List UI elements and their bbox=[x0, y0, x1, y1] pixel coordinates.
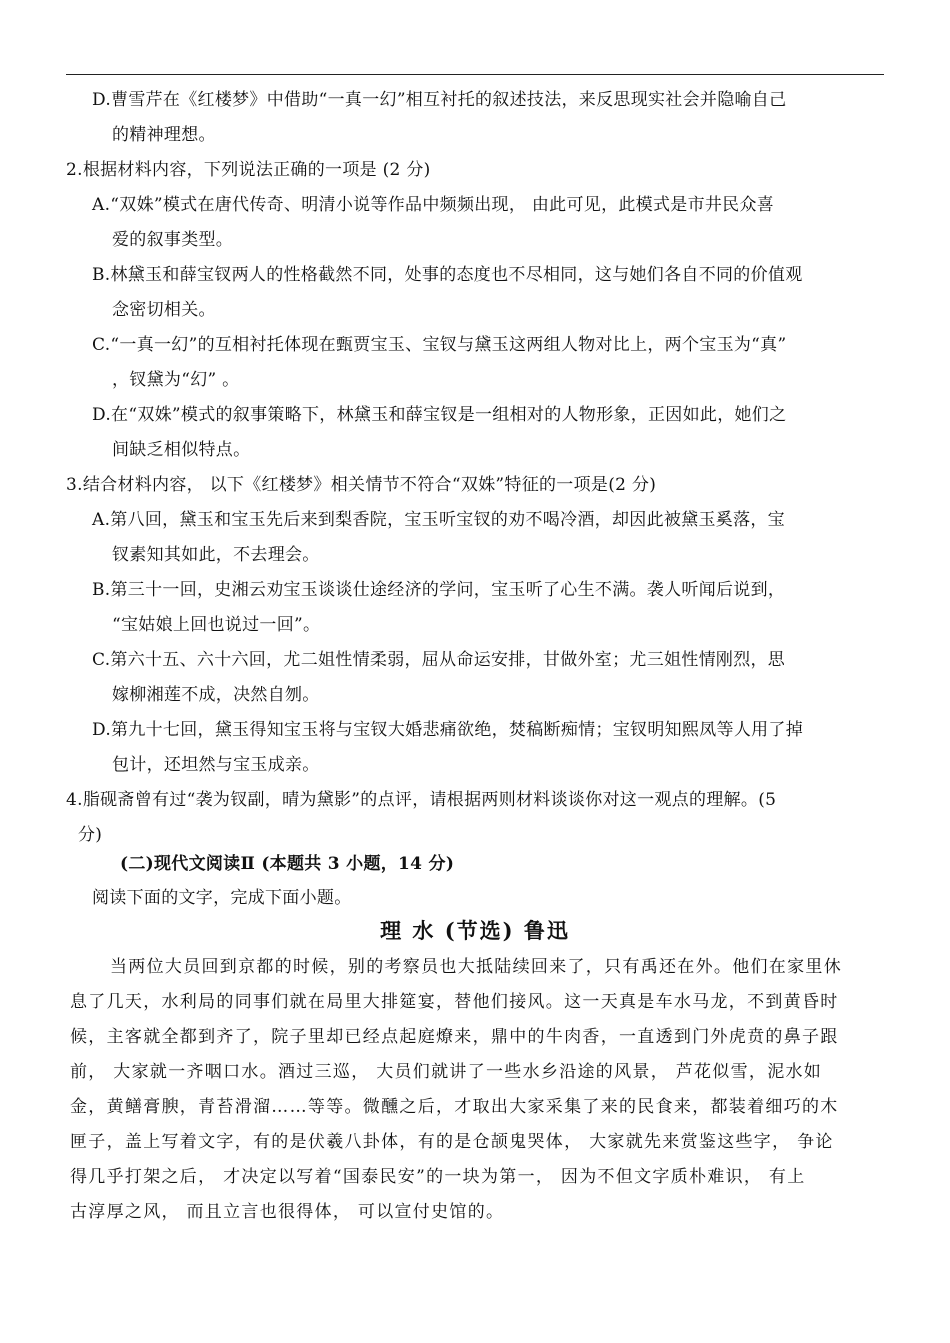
q3-option-a-line2: 钗素知其如此，不去理会。 bbox=[112, 545, 320, 565]
q3-option-a-line1: A.第八回，黛玉和宝玉先后来到梨香院，宝玉听宝钗的劝不喝冷酒，却因此被黛玉奚落，宝 bbox=[92, 510, 785, 530]
article-line: 古淳厚之风， 而且立言也很得体， 可以宣付史馆的。 bbox=[70, 1202, 505, 1222]
q3-option-d-line2: 包计，还坦然与宝玉成亲。 bbox=[112, 755, 320, 775]
q3-option-c-line2: 嫁柳湘莲不成，决然自刎。 bbox=[112, 685, 320, 705]
q2-option-c-line1: C.“一真一幻”的互相衬托体现在甄贾宝玉、宝钗与黛玉这两组人物对比上，两个宝玉为“真” bbox=[92, 335, 787, 355]
q2-stem: 2.根据材料内容，下列说法正确的一项是 (2 分) bbox=[66, 160, 431, 180]
q2-option-a-line2: 爱的叙事类型。 bbox=[112, 230, 234, 250]
article-line: 候，主客就全都到齐了，院子里却已经点起庭燎来，鼎中的牛肉香，一直透到门外虎贲的鼻子跟 bbox=[70, 1027, 839, 1047]
top-rule bbox=[66, 74, 884, 75]
q2-option-a-line1: A.“双姝”模式在唐代传奇、明清小说等作品中频频出现， 由此可见，此模式是市井民众喜 bbox=[92, 195, 775, 215]
q3-option-c-line1: C.第六十五、六十六回，尤二姐性情柔弱，屈从命运安排，甘做外室；尤三姐性情刚烈，思 bbox=[92, 650, 786, 670]
q1-option-d-line1: D.曹雪芹在《红楼梦》中借助“一真一幻”相互衬托的叙述技法，来反思现实社会并隐喻自己 bbox=[92, 90, 787, 110]
q3-option-d-line1: D.第九十七回，黛玉得知宝玉将与宝钗大婚悲痛欲绝，焚稿断痴情；宝钗明知熙凤等人用了掉 bbox=[92, 720, 804, 740]
article-line: 息了几天，水利局的同事们就在局里大排筵宴，替他们接风。这一天真是车水马龙，不到黄昏时 bbox=[70, 992, 839, 1012]
article-line: 当两位大员回到京都的时候，别的考察员也大抵陆续回来了，只有禹还在外。他们在家里休 bbox=[110, 957, 842, 977]
q2-option-d-line1: D.在“双姝”模式的叙事策略下，林黛玉和薛宝钗是一组相对的人物形象，正因如此，她们之 bbox=[92, 405, 787, 425]
q4-stem-line1: 4.脂砚斋曾有过“袭为钗副，晴为黛影”的点评，请根据两则材料谈谈你对这一观点的理解。(5 bbox=[66, 790, 777, 810]
section-instruction: 阅读下面的文字，完成下面小题。 bbox=[92, 888, 352, 908]
article-line: 前， 大家就一齐咽口水。酒过三巡， 大员们就讲了一些水乡沿途的风景， 芦花似雪，泥水如 bbox=[70, 1062, 823, 1082]
section-heading: (二)现代文阅读Ⅱ (本题共 3 小题，14 分) bbox=[120, 854, 455, 874]
q2-option-b-line1: B.林黛玉和薛宝钗两人的性格截然不同，处事的态度也不尽相同，这与她们各自不同的价值观 bbox=[92, 265, 803, 285]
q2-option-c-line2: ，钗黛为“幻” 。 bbox=[112, 370, 240, 390]
article-title: 理 水 (节选) 鲁迅 bbox=[380, 918, 570, 943]
article-line: 金，黄鳝膏腴，青苔滑溜……等等。微醺之后，才取出大家采集了来的民食来，都装着细巧的木 bbox=[70, 1097, 839, 1117]
article-line: 得几乎打架之后， 才决定以写着“国泰民安”的一块为第一， 因为不但文字质朴难识， 有上 bbox=[70, 1167, 806, 1187]
q3-option-b-line1: B.第三十一回，史湘云劝宝玉谈谈仕途经济的学问，宝玉听了心生不满。袭人听闻后说到， bbox=[92, 580, 786, 600]
q3-option-b-line2: “宝姑娘上回也说过一回”。 bbox=[112, 615, 321, 635]
q2-option-b-line2: 念密切相关。 bbox=[112, 300, 216, 320]
q4-stem-line2: 分) bbox=[78, 825, 103, 845]
q3-stem: 3.结合材料内容， 以下《红楼梦》相关情节不符合“双姝”特征的一项是(2 分) bbox=[66, 475, 657, 495]
q1-option-d-line2: 的精神理想。 bbox=[112, 125, 216, 145]
article-line: 匣子，盖上写着文字，有的是伏羲八卦体，有的是仓颉鬼哭体， 大家就先来赏鉴这些字， 争论 bbox=[70, 1132, 834, 1152]
q2-option-d-line2: 间缺乏相似特点。 bbox=[112, 440, 251, 460]
